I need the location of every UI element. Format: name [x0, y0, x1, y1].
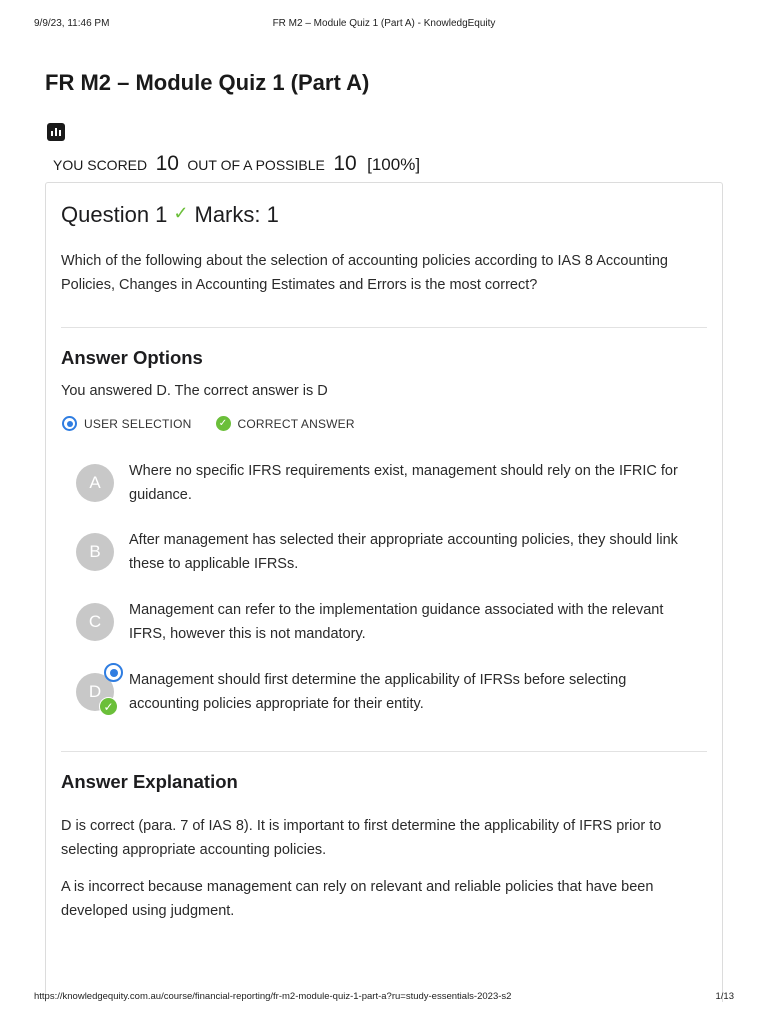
checkmark-icon: ✓: [173, 202, 189, 223]
answer-explanation-title: Answer Explanation: [61, 771, 238, 792]
score-percent: [100%]: [367, 155, 421, 174]
score-value: 10: [155, 152, 179, 175]
legend-user-selection: USER SELECTION: [84, 416, 192, 431]
print-url: https://knowledgequity.com.au/course/financial-reporting/fr-m2-module-quiz-1-part-a?ru=study-essentials-2023-s2: [34, 991, 512, 1002]
divider: [61, 751, 707, 752]
divider: [61, 327, 707, 328]
question-header: [61, 202, 279, 228]
option-text: Management should first determine the applicability of IFRSs before selecting accounting policies appropriate for their entity.: [129, 672, 627, 712]
score-summary: [53, 152, 420, 176]
answered-summary: You answered D. The correct answer is D: [61, 383, 328, 399]
correct-answer-icon: ✓: [99, 697, 118, 716]
bar-chart-icon[interactable]: [47, 123, 65, 141]
option-text: After management has selected their appropriate accounting policies, they should link these to applicable IFRSs.: [129, 532, 678, 572]
option-letter: C: [76, 603, 114, 641]
option-letter: A: [76, 464, 114, 502]
option-letter: D: [76, 673, 114, 711]
question-marks: Marks: 1: [194, 202, 279, 227]
question-text: Which of the following about the selection of accounting policies according to IAS 8 Accounting Policies, Changes in Accounting Estimates and Errors is the most correct?: [61, 253, 668, 293]
explanation-paragraph: D is correct (para. 7 of IAS 8). It is important to first determine the applicability of IFRS prior to selecting appropriate accounting policies.: [61, 818, 662, 858]
option-text: Management can refer to the implementation guidance associated with the relevant IFRS, however this is not mandatory.: [129, 602, 664, 642]
answer-legend: [62, 416, 355, 431]
print-header: [34, 18, 734, 32]
score-label: YOU SCORED: [53, 157, 148, 173]
print-footer: [34, 991, 734, 1005]
score-possible: 10: [333, 152, 357, 175]
score-out-of-label: OUT OF A POSSIBLE: [187, 157, 325, 173]
option-letter: B: [76, 533, 114, 571]
question-label: Question 1: [61, 202, 168, 227]
page-title: FR M2 – Module Quiz 1 (Part A): [45, 70, 370, 95]
user-selection-icon: [62, 416, 77, 431]
correct-answer-icon: ✓: [216, 416, 231, 431]
print-datetime: 9/9/23, 11:46 PM: [34, 18, 110, 29]
print-doc-title: FR M2 – Module Quiz 1 (Part A) - KnowledgEquity: [272, 18, 496, 29]
option-text: Where no specific IFRS requirements exist, management should rely on the IFRIC for guidance.: [129, 463, 678, 503]
legend-correct-answer: CORRECT ANSWER: [237, 416, 355, 431]
explanation-paragraph: A is incorrect because management can rely on relevant and reliable policies that have been developed using judgment.: [61, 879, 654, 919]
user-selection-icon: [104, 663, 123, 682]
print-page-count: 1/13: [715, 991, 734, 1002]
answer-options-title: Answer Options: [61, 347, 203, 368]
